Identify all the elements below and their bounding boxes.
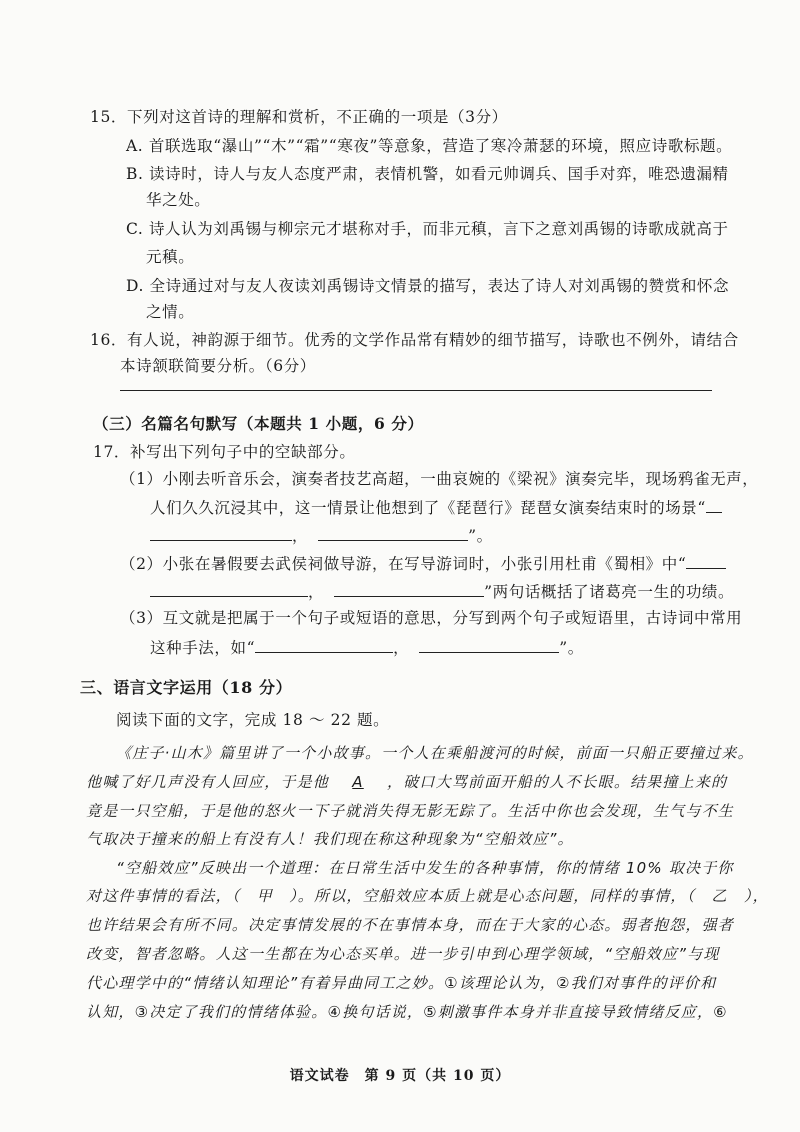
q16-answer-line[interactable] [120,390,712,391]
q15-option-a: A. 首联选取“瀑山”“木”“霜”“寒夜”等意象，营造了寒冷萧瑟的环境，照应诗歌标题。 [126,137,733,155]
part3-instruction: 阅读下面的文字，完成 18 ～ 22 题。 [116,711,390,729]
q17-item2-end: ”两句话概括了诸葛亮一生的功绩。 [484,583,735,601]
q15-option-c-line2: 元稹。 [146,248,195,266]
q15-option-c-line1: C. 诗人认为刘禹锡与柳宗元才堪称对手，而非元稹，言下之意刘禹锡的诗歌成就高于 [126,220,729,238]
q17-item2-blank-1[interactable] [150,580,308,597]
q17-item3-end: ”。 [559,639,584,657]
q17-item1-line2 [150,496,722,518]
page-footer: 语文试卷 第 9 页（共 10 页） [289,1068,511,1084]
q17-item3-blank-2[interactable] [419,636,559,653]
passage-p2-line4: 改变，智者忽略。人这一生都在为心态买单。进一步引申到心理学领域，“空船效应”与现 [86,945,720,963]
q17-item3-line1: （3）互文就是把属于一个句子或短语的意思，分写到两个句子或短语里，古诗词中常用 [120,609,743,627]
passage-p1-line3: 竟是一只空船，于是他的怒火一下子就消失得无影无踪了。生活中你也会发现，生气与不生 [86,802,735,820]
passage-p2-line3: 也许结果会有所不同。决定事情发展的不在事情本身，而在于大家的心态。弱者抱怨，强者 [86,916,735,934]
passage-p1-line2-b: ，破口大骂前面开船的人不长眼。结果撞上来的 [387,773,728,791]
passage-p1-line2-a: 他喊了好几声没有人回应，于是他 [86,773,330,791]
q17-item1-end: ”。 [468,527,493,545]
q17-item1-blank-2[interactable] [318,524,468,541]
q17-item2-separator: ， [308,583,325,601]
passage-p2-line6: 认知，③决定了我们的情绪体验。④换句话说，⑤刺激事件本身并非直接导致情绪反应，⑥ [86,1003,728,1021]
q17-stem: 17．补写出下列句子中的空缺部分。 [93,443,356,461]
passage-p1-line2 [86,772,727,792]
q17-item2-blank-2[interactable] [334,580,484,597]
blank-a[interactable]: A [352,773,364,791]
passage-p2-line5: 代心理学中的“情绪认知理论”有着异曲同工之妙。①该理论认为，②我们对事件的评价和 [86,974,717,992]
passage-p1-line4: 气取决于撞来的船上有没有人！我们现在称这种现象为“空船效应”。 [86,830,574,848]
passage-p2-line2: 对这件事情的看法，（ 甲 ）。所以，空船效应本质上就是心态问题，同样的事情，（ 乙 ）， [86,887,769,905]
q17-item2-blank-start[interactable] [686,552,726,569]
q16-line1: 16．有人说，神韵源于细节。优秀的文学作品常有精妙的细节描写，诗歌也不例外，请结合 [90,331,739,349]
q17-item2-text: （2）小张在暑假要去武侯祠做导游，在写导游词时，小张引用杜甫《蜀相》中“ [120,555,687,573]
q17-item2-line1 [120,552,726,574]
q15-option-d-line2: 之情。 [146,303,195,321]
q17-item2-line2 [150,580,734,602]
q17-item1-line1: （1）小刚去听音乐会，演奏者技艺高超，一曲哀婉的《梁祝》演奏完毕，现场鸦雀无声， [120,470,759,488]
q17-item1-separator: ， [292,527,309,545]
passage-p2-line1: “空船效应”反映出一个道理：在日常生活中发生的各种事情，你的情绪 10% 取决于你 [116,859,734,877]
q17-item1-text: 人们久久沉浸其中，这一情景让他想到了《琵琶行》琵琶女演奏结束时的场景“ [150,499,706,517]
q17-item1-blank-1[interactable] [150,524,292,541]
q17-item3-text: 这种手法，如“ [150,639,256,657]
q15-stem: 15．下列对这首诗的理解和赏析，不正确的一项是（3分） [90,108,508,126]
q17-item1-line3 [150,524,493,546]
q17-item1-blank-start[interactable] [706,496,722,513]
q15-option-b-line1: B. 读诗时，诗人与友人态度严肃，表情机警，如看元帅调兵、国手对弈，唯恐遗漏精 [126,165,729,183]
q16-line2: 本诗颔联简要分析。（6分） [120,357,316,375]
part3-heading: 三、语言文字运用（18 分） [80,678,293,697]
q17-item3-separator: ， [393,639,410,657]
q17-item3-blank-1[interactable] [255,636,393,653]
q17-item3-line2 [150,636,584,658]
q15-option-d-line1: D. 全诗通过对与友人夜读刘禹锡诗文情景的描写，表达了诗人对刘禹锡的赞赏和怀念 [126,277,730,295]
passage-p1-line1: 《庄子·山木》篇里讲了一个小故事。一个人在乘船渡河的时候，前面一只船正要撞过来。 [116,744,754,762]
q15-option-b-line2: 华之处。 [146,191,211,209]
section3-heading: （三）名篇名句默写（本题共 1 小题，6 分） [93,414,424,433]
